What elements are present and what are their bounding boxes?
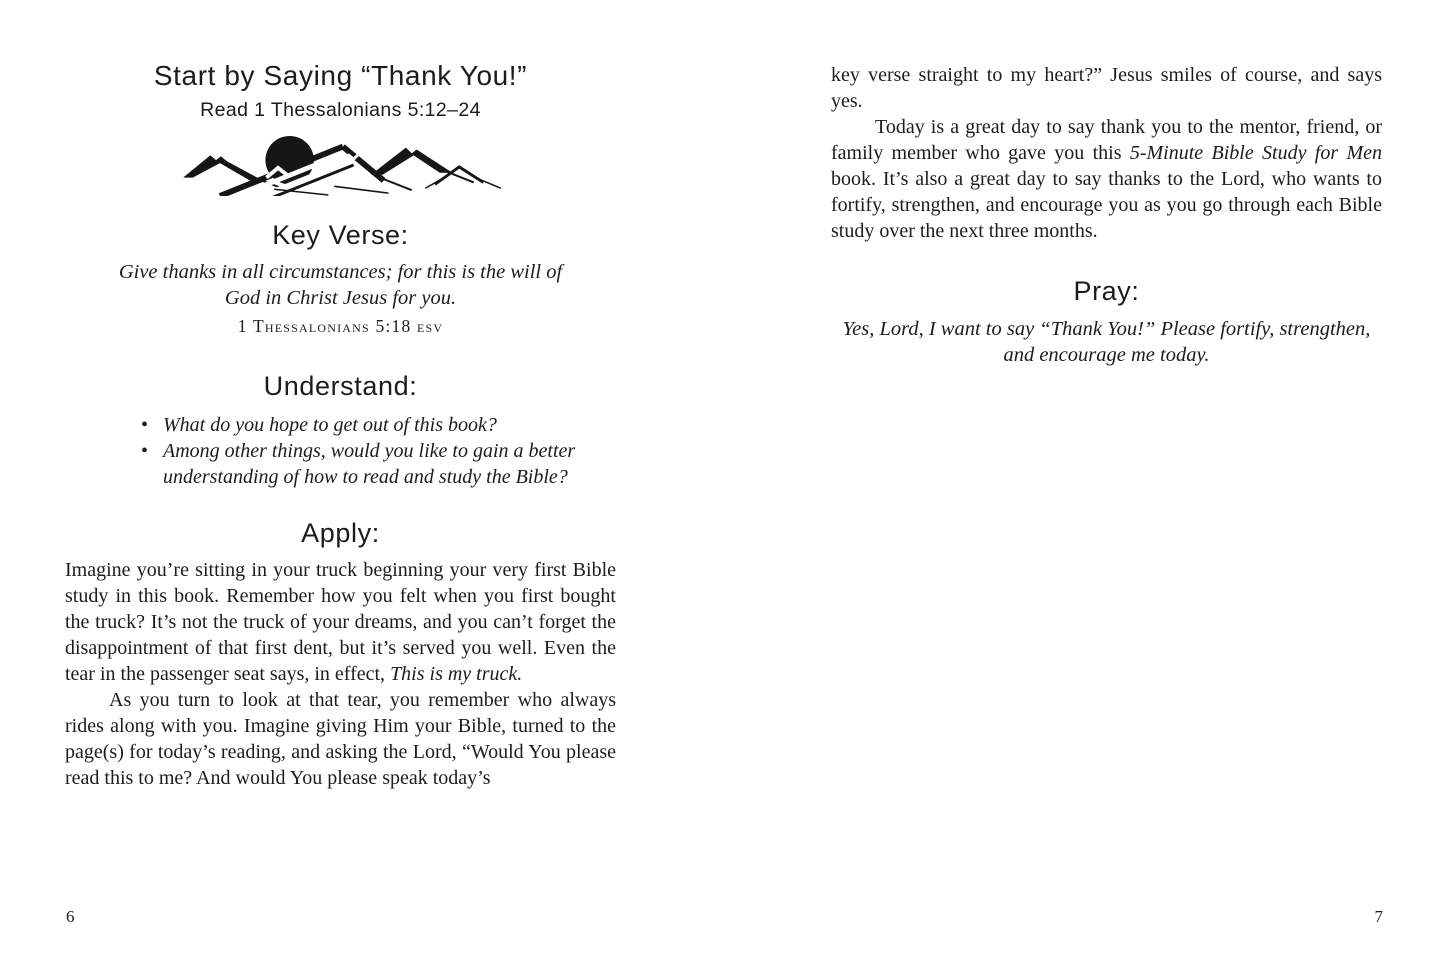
understand-list	[141, 412, 578, 490]
mountain-sun-icon	[176, 134, 506, 196]
understand-heading: Understand:	[263, 371, 418, 402]
list-item: • Among other things, would you like to gain a better understanding of how to read and study the Bible?	[141, 438, 578, 490]
apply-body	[65, 557, 616, 791]
pray-text: Yes, Lord, I want to say “Thank You!” Please fortify, strengthen, and encourage me today.	[842, 318, 1371, 367]
page-number-left: 6	[66, 907, 75, 926]
right-body	[831, 62, 1382, 244]
page-right	[831, 0, 1382, 368]
pray-heading: Pray:	[1073, 276, 1140, 306]
body-paragraph: As you turn to look at that tear, you remember who always rides along with you. Imagine giving Him your Bible, turned to the page(s) for today’s reading, and asking the Lord, “Would You please read this to me? And would You please speak today’s	[65, 689, 616, 790]
key-verse-heading: Key Verse:	[272, 220, 409, 251]
reading-reference: Read 1 Thessalonians 5:12–24	[200, 99, 481, 122]
body-paragraph: Imagine you’re sitting in your truck beginning your very first Bible study in this book. Remember how you felt when you first bought the truck? It’s not the truck of your dreams, and you can’t forget the disappointment of that first dent, but it’s served you well. Even the tear in the passenger seat says, in effect, This is my truck.	[65, 559, 616, 686]
page-number-right: 7	[1374, 907, 1383, 926]
page-left	[65, 0, 616, 791]
list-item: • What do you hope to get out of this book?	[141, 412, 578, 438]
body-paragraph: key verse straight to my heart?” Jesus smiles of course, and says yes.	[831, 64, 1382, 112]
lesson-title: Start by Saying “Thank You!”	[153, 60, 528, 91]
key-verse-reference: 1 Thessalonians 5:18 esv	[237, 316, 444, 337]
body-paragraph: Today is a great day to say thank you to the mentor, friend, or family member who gave you this 5-Minute Bible Study for Men book. It’s also a great day to say thanks to the Lord, who wants to fortify, strengthen, and encourage you as you go through each Bible study over the next three months.	[831, 116, 1383, 242]
key-verse-text: Give thanks in all circumstances; for this is the will of God in Christ Jesus for you.	[118, 261, 563, 310]
apply-heading: Apply:	[301, 518, 380, 549]
